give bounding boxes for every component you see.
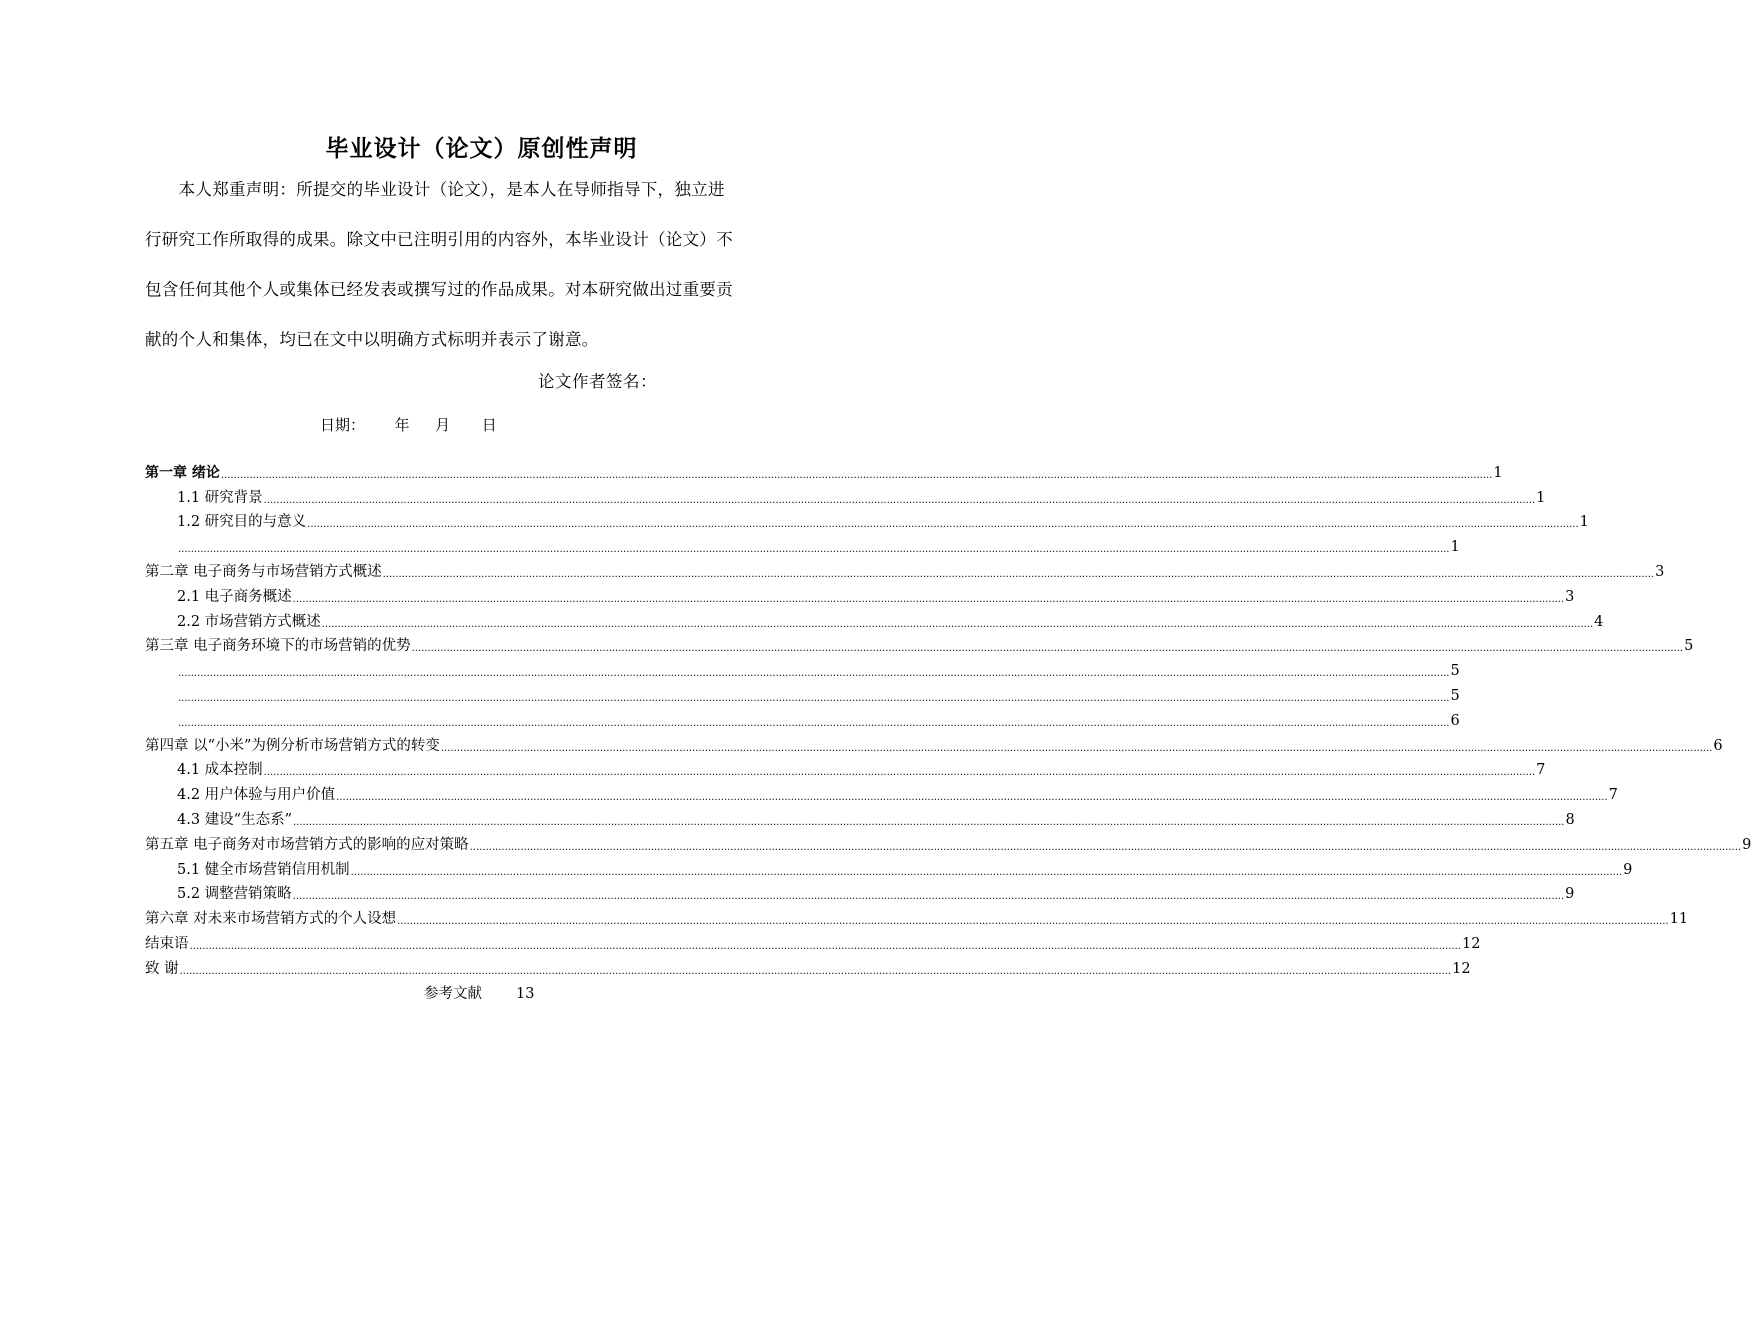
toc-entry-text: 第三章 电子商务环境下的市场营销的优势: [145, 638, 411, 655]
toc-entry[interactable]: [145, 805, 1575, 830]
toc-entry[interactable]: [145, 904, 1689, 929]
toc-entry-text: 第四章 以“小米”为例分析市场营销方式的转变: [145, 737, 440, 754]
toc-entry[interactable]: [145, 731, 1723, 756]
toc-dot-leader: ................................................................................................................................................................................................................................................................................................................................................................................................................: [469, 841, 1742, 853]
toc-entry[interactable]: [145, 458, 1503, 483]
toc-entry-page: 9: [1565, 886, 1575, 903]
toc-dot-leader: ................................................................................................................................................................................................................................................................................................................................................................................................................: [292, 891, 1565, 903]
date-day: 日: [481, 416, 497, 434]
declaration-line-2: 行研究工作所取得的成果。除文中已注明引用的内容外，本毕业设计（论文）不: [145, 230, 733, 249]
toc-entry-page: 12: [1461, 935, 1481, 952]
toc-entry[interactable]: [145, 830, 1751, 855]
toc-dot-leader: ................................................................................................................................................................................................................................................................................................................................................................................................................: [293, 816, 1565, 828]
toc-dot-leader: ................................................................................................................................................................................................................................................................................................................................................................................................................: [263, 767, 1536, 779]
toc-entry-page: 9: [1742, 836, 1751, 853]
toc-entry[interactable]: [145, 929, 1481, 954]
toc-entry-page: 5: [1450, 663, 1460, 680]
toc-entry-page: 1: [1450, 539, 1460, 556]
toc-entry-text: 4.3 建设“生态系”: [177, 811, 292, 828]
toc-dot-leader: ................................................................................................................................................................................................................................................................................................................................................................................................................: [411, 643, 1684, 655]
declaration-line-3: 包含任何其他个人或集体已经发表或撰写过的作品成果。对本研究做出过重要贡: [145, 280, 733, 299]
toc-dot-leader: ................................................................................................................................................................................................................................................................................................................................................................................................................: [263, 494, 1536, 506]
toc-entry-page: 9: [1623, 861, 1633, 878]
toc-entry[interactable]: [145, 681, 1460, 706]
toc-entry-text: 致 谢: [145, 960, 179, 977]
toc-entry-page: 4: [1594, 613, 1604, 630]
toc-entry-text: 第一章 绪论: [145, 464, 220, 481]
toc-entry[interactable]: [145, 483, 1546, 508]
toc-entry-text: 参考文献: [424, 986, 482, 1002]
declaration-line-1: 本人郑重声明：所提交的毕业设计（论文），是本人在导师指导下，独立进: [145, 180, 725, 199]
toc-entry-text: 1.1 研究背景: [177, 489, 263, 506]
toc-entry[interactable]: [145, 607, 1604, 632]
toc-entry-page: 13: [516, 986, 535, 1002]
toc-entry[interactable]: [145, 880, 1575, 905]
toc-entry-text: 4.2 用户体验与用户价值: [177, 787, 336, 804]
toc-dot-leader: ................................................................................................................................................................................................................................................................................................................................................................................................................: [178, 692, 1450, 704]
toc-dot-leader: ................................................................................................................................................................................................................................................................................................................................................................................................................: [178, 717, 1450, 729]
toc-entry[interactable]: [145, 780, 1618, 805]
toc-dot-leader: ................................................................................................................................................................................................................................................................................................................................................................................................................: [397, 916, 1669, 928]
toc-entry-page: 7: [1536, 762, 1546, 779]
table-of-contents: [145, 458, 1751, 979]
toc-entry-page: 12: [1452, 960, 1471, 977]
toc-dot-leader: ................................................................................................................................................................................................................................................................................................................................................................................................................: [189, 940, 1461, 952]
toc-entry-text: 第五章 电子商务对市场营销方式的影响的应对策略: [145, 836, 469, 853]
toc-entry-page: 7: [1608, 787, 1618, 804]
toc-entry-page: 11: [1669, 911, 1689, 928]
toc-dot-leader: ................................................................................................................................................................................................................................................................................................................................................................................................................: [178, 544, 1450, 556]
toc-entry[interactable]: [145, 632, 1694, 657]
toc-entry-text: 1.2 研究目的与意义: [177, 514, 307, 531]
toc-entry[interactable]: [145, 508, 1589, 533]
toc-dot-leader: ................................................................................................................................................................................................................................................................................................................................................................................................................: [220, 469, 1493, 481]
toc-entry[interactable]: [145, 706, 1460, 731]
toc-entry-text: 2.1 电子商务概述: [177, 588, 292, 605]
toc-entry-text: 5.2 调整营销策略: [177, 886, 292, 903]
toc-dot-leader: ................................................................................................................................................................................................................................................................................................................................................................................................................: [382, 568, 1655, 580]
toc-entry-text: 5.1 健全市场营销信用机制: [177, 861, 350, 878]
toc-entry-page: 1: [1536, 489, 1546, 506]
toc-entry[interactable]: [145, 756, 1546, 781]
toc-entry[interactable]: [145, 582, 1575, 607]
toc-entry-page: 1: [1493, 464, 1503, 481]
toc-dot-leader: ................................................................................................................................................................................................................................................................................................................................................................................................................: [179, 965, 1452, 977]
toc-entry-text: 4.1 成本控制: [177, 762, 263, 779]
toc-entry-page: 5: [1450, 687, 1460, 704]
toc-entry-page: 6: [1450, 712, 1460, 729]
toc-dot-leader: ................................................................................................................................................................................................................................................................................................................................................................................................................: [350, 866, 1623, 878]
toc-entry-references[interactable]: [424, 982, 534, 1003]
toc-entry-page: 3: [1655, 563, 1665, 580]
toc-entry-page: 1: [1579, 514, 1589, 531]
toc-entry-page: 3: [1565, 588, 1575, 605]
toc-entry-page: 6: [1713, 737, 1723, 754]
toc-dot-leader: ................................................................................................................................................................................................................................................................................................................................................................................................................: [292, 593, 1565, 605]
signature-label: 论文作者签名：: [538, 372, 657, 391]
toc-dot-leader: ................................................................................................................................................................................................................................................................................................................................................................................................................: [178, 668, 1450, 680]
date-month: 月: [435, 416, 451, 434]
toc-entry-text: 第二章 电子商务与市场营销方式概述: [145, 563, 382, 580]
toc-entry[interactable]: [145, 954, 1471, 979]
date-label: 日期：: [320, 416, 366, 434]
toc-dot-leader: ................................................................................................................................................................................................................................................................................................................................................................................................................: [321, 618, 1594, 630]
toc-dot-leader: ................................................................................................................................................................................................................................................................................................................................................................................................................: [307, 519, 1579, 531]
toc-entry-text: 结束语: [145, 935, 189, 952]
toc-entry[interactable]: [145, 557, 1665, 582]
toc-entry-page: 8: [1565, 811, 1575, 828]
toc-dot-leader: ................................................................................................................................................................................................................................................................................................................................................................................................................: [336, 792, 1608, 804]
toc-entry[interactable]: [145, 532, 1460, 557]
date-year: 年: [394, 416, 410, 434]
toc-entry[interactable]: [145, 855, 1633, 880]
page-title: 毕业设计（论文）原创性声明: [325, 136, 638, 162]
toc-dot-leader: ................................................................................................................................................................................................................................................................................................................................................................................................................: [440, 742, 1713, 754]
declaration-line-4: 献的个人和集体，均已在文中以明确方式标明并表示了谢意。: [145, 330, 599, 349]
toc-entry-page: 5: [1684, 638, 1694, 655]
toc-entry[interactable]: [145, 656, 1460, 681]
toc-entry-text: 2.2 市场营销方式概述: [177, 613, 321, 630]
toc-entry-text: 第六章 对未来市场营销方式的个人设想: [145, 911, 397, 928]
date-line: [320, 414, 497, 435]
